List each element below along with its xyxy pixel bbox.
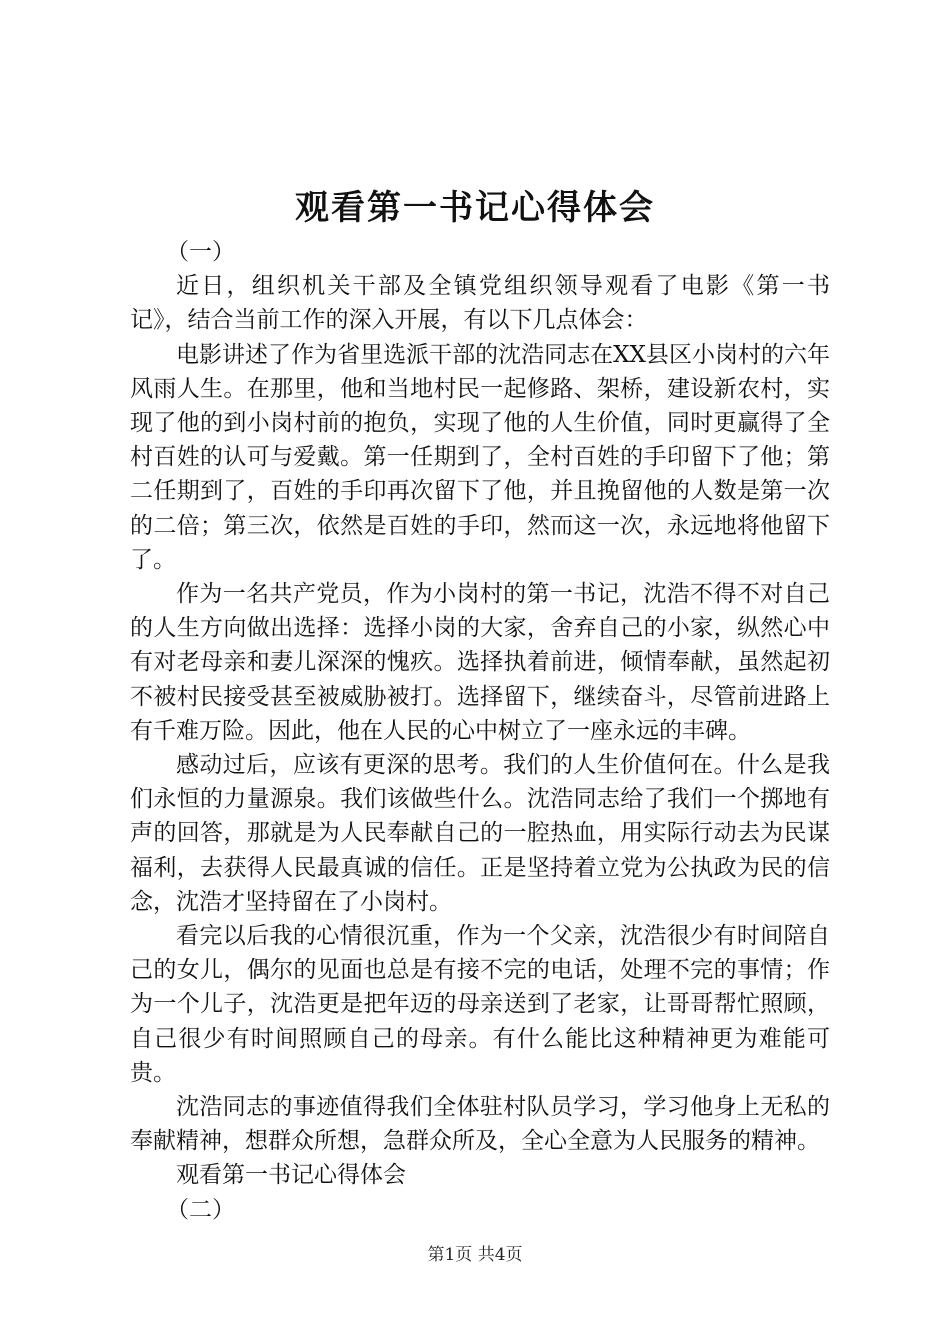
paragraph-family: 看完以后我的心情很沉重，作为一个父亲，沈浩很少有时间陪自己的女儿，偶尔的见面也总是有接不完的电话，处理不完的事情；作为一个儿子，沈浩更是把年迈的母亲送到了老家，让哥哥帮忙照顾，自己很少有时间照顾自己的母亲。有什么能比这种精神更为难能可贵。 bbox=[130, 923, 830, 1086]
document-body bbox=[130, 235, 830, 1227]
paragraph-reflection: 感动过后，应该有更深的思考。我们的人生价值何在。什么是我们永恒的力量源泉。我们该做些什么。沈浩同志给了我们一个掷地有声的回答，那就是为人民奉献自己的一腔热血，用实际行动去为民谋福利，去获得人民最真诚的信任。正是坚持着立党为公执政为民的信念，沈浩才坚持留在了小岗村。 bbox=[130, 752, 830, 915]
page-footer: 第1页 共4页 bbox=[427, 1245, 523, 1265]
paragraph-intro: 近日，组织机关干部及全镇党组织领导观看了电影《第一书记》，结合当前工作的深入开展，有以下几点体会： bbox=[130, 273, 830, 334]
paragraph-conclusion: 沈浩同志的事迹值得我们全体驻村队员学习，学习他身上无私的奉献精神，想群众所想，急群众所及，全心全意为人民服务的精神。 bbox=[130, 1094, 830, 1155]
document-title: 观看第一书记心得体会 bbox=[295, 188, 655, 228]
section-heading-2: （二） bbox=[166, 1196, 235, 1223]
paragraph-film-story: 电影讲述了作为省里选派干部的沈浩同志在XX县区小岗村的六年风雨人生。在那里，他和当地村民一起修路、架桥，建设新农村，实现了他的到小岗村前的抱负，实现了他的人生价值，同时更赢得了全村百姓的认可与爱戴。第一任期到了，全村百姓的手印留下了他；第二任期到了，百姓的手印再次留下了他，并且挽留他的人数是第一次的二倍；第三次，依然是百姓的手印，然而这一次，永远地将他留下了。 bbox=[130, 341, 830, 573]
repeat-title-line: 观看第一书记心得体会 bbox=[176, 1162, 406, 1189]
section-heading-1: （一） bbox=[166, 239, 235, 265]
paragraph-choices: 作为一名共产党员，作为小岗村的第一书记，沈浩不得不对自己的人生方向做出选择：选择小岗的大家，舍弃自己的小家，纵然心中有对老母亲和妻儿深深的愧疚。选择执着前进，倾情奉献，虽然起初不被村民接受甚至被威胁被打。选择留下，继续奋斗，尽管前进路上有千难万险。因此，他在人民的心中树立了一座永远的丰碑。 bbox=[130, 581, 830, 744]
